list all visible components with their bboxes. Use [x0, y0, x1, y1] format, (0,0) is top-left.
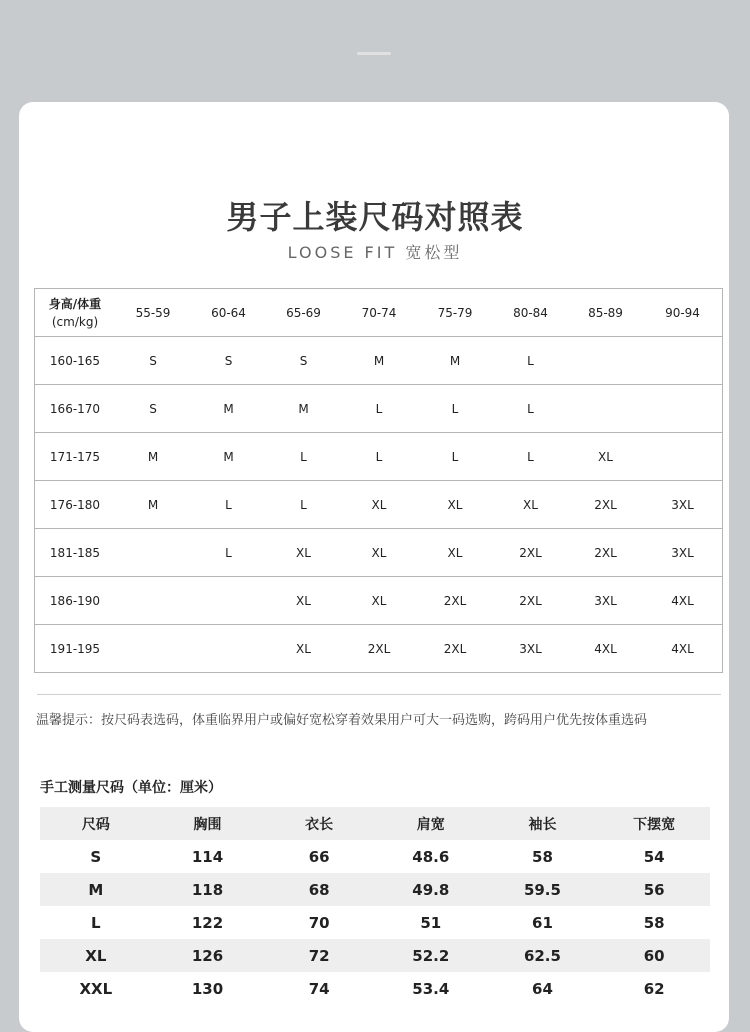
- size-cell: 3XL: [643, 529, 723, 577]
- size-cell: [643, 337, 723, 385]
- size-chart-table: [34, 288, 723, 673]
- manual-cell: 51: [420, 913, 442, 932]
- manual-row: [40, 840, 710, 873]
- manual-cell: 53.4: [412, 979, 450, 998]
- size-cell: L: [341, 385, 417, 433]
- manual-cell: XXL: [79, 979, 113, 998]
- size-cell: XL: [266, 625, 341, 673]
- manual-row: [40, 873, 710, 906]
- manual-header-cell: 胸围: [152, 807, 264, 840]
- size-cell: XL: [493, 481, 568, 529]
- manual-cell: 118: [152, 873, 264, 906]
- manual-cell: 126: [152, 939, 264, 972]
- manual-row: [40, 972, 710, 1005]
- manual-cell: 68: [263, 873, 375, 906]
- manual-cell: 62.5: [487, 939, 599, 972]
- size-cell: 3XL: [493, 625, 568, 673]
- size-cell: [568, 385, 643, 433]
- size-cell: XL: [266, 577, 341, 625]
- size-row: [35, 385, 723, 433]
- manual-header-cell: 尺码: [40, 807, 152, 840]
- height-cell: 181-185: [35, 529, 116, 577]
- manual-cell: 56: [598, 873, 710, 906]
- height-cell: 171-175: [35, 433, 116, 481]
- size-row: [35, 433, 723, 481]
- size-cell: XL: [266, 529, 341, 577]
- size-cell: L: [417, 385, 493, 433]
- size-cell: 2XL: [417, 625, 493, 673]
- size-cell: S: [266, 337, 341, 385]
- size-cell: 2XL: [493, 529, 568, 577]
- size-cell: 4XL: [643, 577, 723, 625]
- manual-cell: 61: [532, 913, 553, 932]
- size-cell: S: [115, 337, 191, 385]
- weight-header: 75-79: [417, 289, 493, 337]
- manual-cell: 54: [643, 847, 665, 866]
- size-cell: 3XL: [643, 481, 723, 529]
- size-cell: [115, 625, 191, 673]
- page-title: 男子上装尺码对照表: [226, 198, 524, 236]
- height-cell: 160-165: [35, 337, 116, 385]
- manual-cell: 48.6: [412, 847, 450, 866]
- size-cell: 2XL: [341, 625, 417, 673]
- manual-header-cell: 肩宽: [375, 807, 487, 840]
- size-cell: M: [266, 385, 341, 433]
- size-cell: 3XL: [568, 577, 643, 625]
- manual-header-row: [40, 807, 710, 840]
- manual-cell: 130: [191, 979, 224, 998]
- manual-cell: 64: [532, 979, 553, 998]
- weight-header: 65-69: [266, 289, 341, 337]
- size-row: [35, 337, 723, 385]
- size-row: [35, 625, 723, 673]
- size-cell: L: [341, 433, 417, 481]
- manual-cell: 114: [191, 847, 224, 866]
- weight-header: 55-59: [115, 289, 191, 337]
- size-cell: [643, 433, 723, 481]
- manual-header-cell: 袖长: [487, 807, 599, 840]
- size-cell: M: [341, 337, 417, 385]
- height-cell: 191-195: [35, 625, 116, 673]
- height-cell: 166-170: [35, 385, 116, 433]
- manual-cell: 122: [191, 913, 224, 932]
- manual-cell: 72: [263, 939, 375, 972]
- manual-row: [40, 906, 710, 939]
- size-cell: M: [191, 385, 266, 433]
- size-cell: [115, 529, 191, 577]
- size-cell: XL: [341, 529, 417, 577]
- tip-text: 温馨提示：按尺码表选码，体重临界用户或偏好宽松穿着效果用户可大一码选购，跨码用户优先按体重选码: [36, 713, 648, 728]
- size-cell: 2XL: [417, 577, 493, 625]
- height-cell: 186-190: [35, 577, 116, 625]
- size-cell: L: [191, 481, 266, 529]
- manual-cell: 74: [308, 979, 330, 998]
- manual-row: [40, 939, 710, 972]
- size-cell: XL: [417, 481, 493, 529]
- manual-cell: 58: [643, 913, 665, 932]
- size-cell: L: [493, 337, 568, 385]
- corner-header-line: (cm/kg): [51, 314, 99, 329]
- size-cell: L: [266, 481, 341, 529]
- weight-header: 70-74: [341, 289, 417, 337]
- weight-header: 80-84: [493, 289, 568, 337]
- manual-cell: 49.8: [375, 873, 487, 906]
- size-cell: [191, 577, 266, 625]
- size-row: [35, 577, 723, 625]
- size-cell: 2XL: [568, 529, 643, 577]
- corner-header-line: 身高/体重: [48, 296, 102, 311]
- size-cell: L: [266, 433, 341, 481]
- size-cell: [568, 337, 643, 385]
- manual-measure-table: [40, 807, 710, 1005]
- manual-cell: 70: [308, 913, 330, 932]
- manual-cell: 52.2: [375, 939, 487, 972]
- manual-cell: 60: [598, 939, 710, 972]
- manual-header-cell: 下摆宽: [598, 807, 710, 840]
- size-cell: 4XL: [568, 625, 643, 673]
- weight-header: 90-94: [643, 289, 723, 337]
- manual-cell: M: [40, 873, 152, 906]
- divider: [37, 694, 721, 695]
- size-cell: XL: [341, 481, 417, 529]
- size-cell: [115, 577, 191, 625]
- manual-cell: XL: [40, 939, 152, 972]
- size-header-row: [35, 289, 723, 337]
- corner-header: [35, 289, 116, 337]
- size-cell: M: [417, 337, 493, 385]
- size-cell: XL: [568, 433, 643, 481]
- size-cell: [643, 385, 723, 433]
- size-cell: L: [493, 433, 568, 481]
- size-cell: M: [191, 433, 266, 481]
- size-cell: L: [493, 385, 568, 433]
- height-cell: 176-180: [35, 481, 116, 529]
- size-cell: L: [417, 433, 493, 481]
- manual-cell: 59.5: [487, 873, 599, 906]
- manual-cell: 62: [643, 979, 665, 998]
- manual-cell: S: [90, 847, 102, 866]
- weight-header: 60-64: [191, 289, 266, 337]
- manual-cell: 58: [532, 847, 553, 866]
- size-cell: 2XL: [568, 481, 643, 529]
- manual-header-cell: 衣长: [263, 807, 375, 840]
- size-cell: L: [191, 529, 266, 577]
- size-cell: S: [191, 337, 266, 385]
- size-cell: XL: [341, 577, 417, 625]
- manual-cell: 66: [308, 847, 330, 866]
- size-cell: XL: [417, 529, 493, 577]
- size-row: [35, 529, 723, 577]
- drag-handle: [357, 52, 391, 55]
- size-cell: 2XL: [493, 577, 568, 625]
- size-cell: [191, 625, 266, 673]
- size-cell: M: [115, 481, 191, 529]
- page-subtitle: LOOSE FIT 宽松型: [287, 243, 463, 262]
- size-cell: 4XL: [643, 625, 723, 673]
- manual-cell: L: [91, 913, 101, 932]
- manual-measure-title: 手工测量尺码（单位：厘米）: [40, 780, 222, 796]
- size-cell: M: [115, 433, 191, 481]
- size-row: [35, 481, 723, 529]
- size-cell: S: [115, 385, 191, 433]
- weight-header: 85-89: [568, 289, 643, 337]
